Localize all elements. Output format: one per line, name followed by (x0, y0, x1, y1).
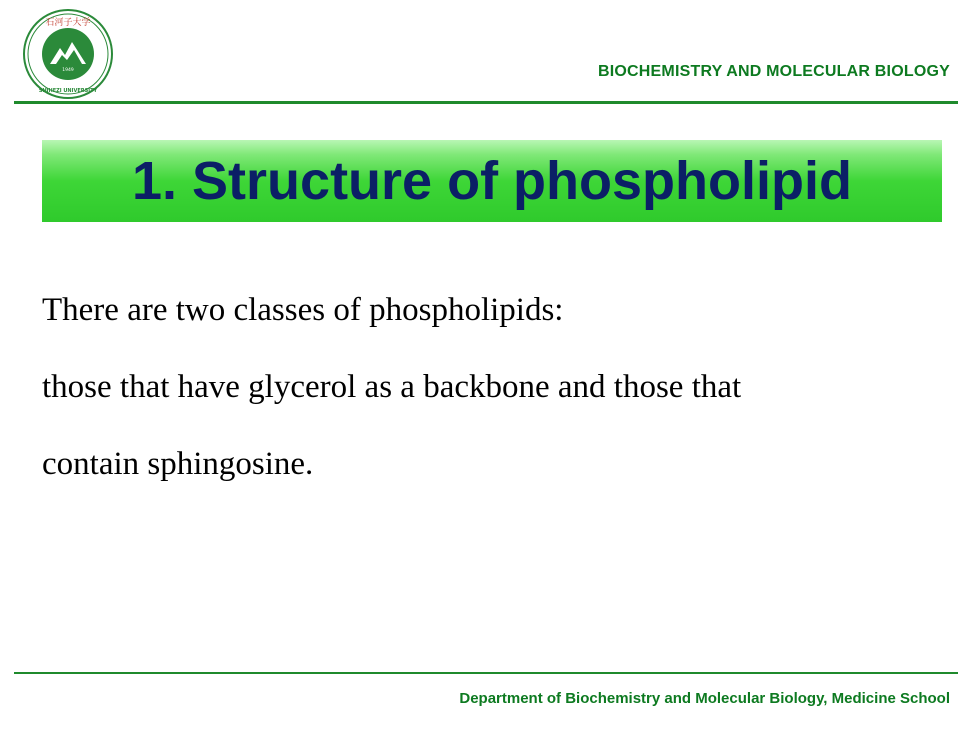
body-line: contain sphingosine. (42, 446, 314, 482)
header-title: BIOCHEMISTRY AND MOLECULAR BIOLOGY (598, 63, 950, 80)
university-seal-icon (22, 8, 114, 100)
svg-text:石河子大学: 石河子大学 (45, 18, 91, 28)
svg-text:SHIHEZI UNIVERSITY: SHIHEZI UNIVERSITY (38, 88, 98, 94)
footer-text: Department of Biochemistry and Molecular Biology, Medicine School (459, 690, 950, 707)
slide-title: 1. Structure of phospholipid (132, 151, 852, 211)
title-banner (42, 140, 942, 222)
footer-divider (14, 672, 958, 674)
body-line: those that have glycerol as a backbone and those that (42, 369, 742, 405)
slide-body (42, 294, 942, 525)
header-divider (14, 101, 958, 104)
body-line: There are two classes of phospholipids: (42, 292, 564, 328)
svg-text:1949: 1949 (62, 68, 74, 73)
